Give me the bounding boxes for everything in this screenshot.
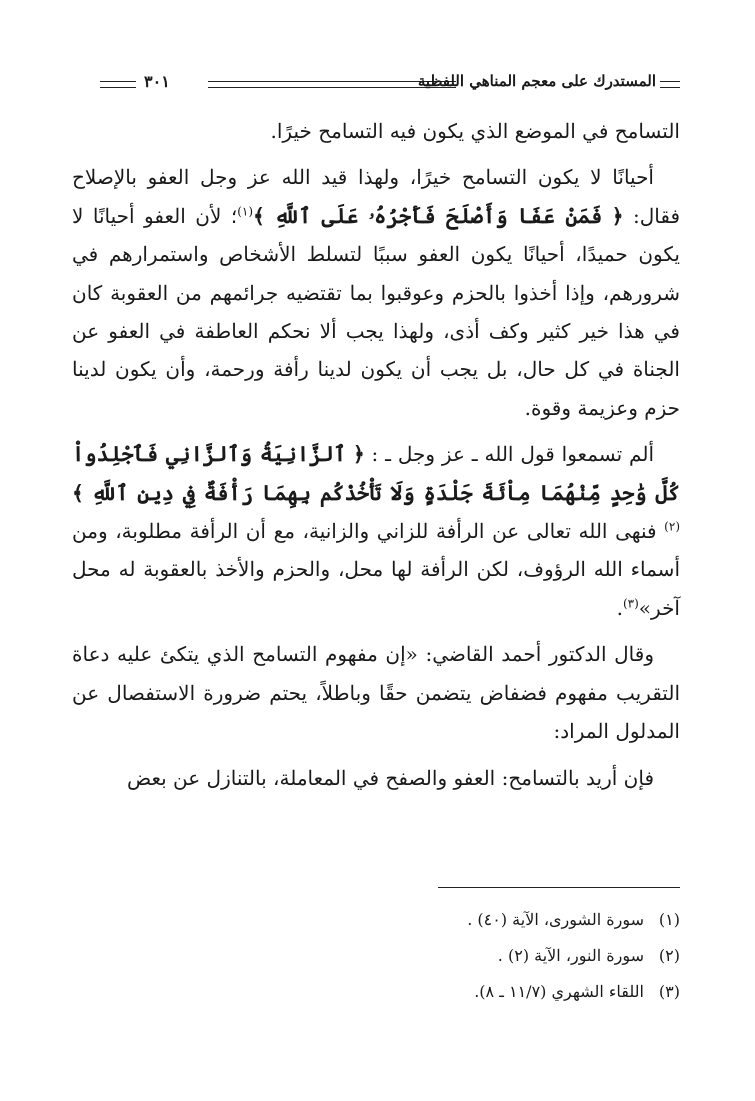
footnote-separator (438, 887, 680, 888)
footnote-1 (200, 902, 680, 938)
footnote-number: (٣) (658, 982, 680, 1001)
footnote-ref-2: (٢) (664, 519, 680, 534)
header-rule-left (100, 81, 136, 88)
paragraph-3 (72, 435, 680, 627)
paragraph-2 (72, 158, 680, 427)
footnote-3 (200, 974, 680, 1010)
paragraph-4 (72, 635, 680, 750)
footnote-number: (٢) (658, 946, 680, 965)
quran-close-brace: ﴾ (253, 203, 265, 228)
footnote-2 (200, 938, 680, 974)
paragraph-5-text: فإن أريد بالتسامح: العفو والصفح في المعاملة، بالتنازل عن بعض (126, 765, 654, 790)
quran-verse-nur: ٱلزَّانِيَةُ وَٱلزَّانِي فَٱجْلِدُواْ كُلَّ وَٰحِدٍ مِّنْهُمَا مِاْئَةَ جَلْدَةٍ وَلَا تَأْخُذْكُم بِهِمَا رَأْفَةٌ فِي دِينِ ٱللَّهِ (72, 441, 681, 505)
quran-open-brace: ﴿ (611, 203, 624, 228)
page-number: ٣٠١ (144, 72, 170, 91)
footnote-text: سورة الشورى، الآية (٤٠) . (467, 910, 644, 929)
footnote-ref-3: (٣) (622, 596, 639, 611)
paragraph-3-end: . (616, 595, 623, 620)
paragraph-3-text: فنهى الله تعالى عن الرأفة للزاني والزانية، مع أن الرأفة مطلوبة، ومن أسماء الله الرؤوف، لكن الرأفة لها محل، والحزم والأخذ بالعقوبة له محل آخر» (72, 519, 680, 620)
paragraph-5 (72, 759, 680, 797)
footnote-text: اللقاء الشهري (١١/٧ ـ ٨). (474, 982, 644, 1001)
paragraph-4-text: وقال الدكتور أحمد القاضي: «إن مفهوم التسامح الذي يتكئ عليه دعاة التقريب مفهوم فضفاض يتضمن حقًا وباطلاً، يحتم ضرورة الاستفصال عن المدلول المراد: (72, 642, 680, 744)
quran-close-brace: ﴾ (72, 480, 84, 505)
footnote-number: (١) (658, 910, 680, 929)
footnotes (200, 902, 680, 1010)
paragraph-1-text: التسامح في الموضع الذي يكون فيه التسامح خيرًا. (270, 119, 680, 143)
paragraph-1 (72, 112, 680, 150)
footnote-text: سورة النور، الآية (٢) . (497, 946, 644, 965)
quran-verse-shura: فَمَنْ عَفَا وَأَصْلَحَ فَأَجْرُهُۥ عَلَى ٱللَّهِ (274, 202, 603, 228)
body-text (72, 112, 680, 805)
paragraph-2-intro: أحيانًا لا يكون التسامح خيرًا، ولهذا قيد الله عز وجل العفو بالإصلاح فقال: (72, 165, 681, 228)
footnote-ref-1: (١) (237, 204, 254, 219)
running-header (100, 70, 680, 100)
paragraph-2-text: ؛ لأن العفو أحيانًا لا يكون حميدًا، أحيانًا يكون العفو سببًا لتسلط الأشخاص واستمرارهم في شرورهم، وإذا أخذوا بالحزم وعوقبوا بما تقتضيه جرائمهم من العقوبة كان في هذا خير كثير وكف أذى، ولهذا يجب ألا نحكم العاطفة في العفو عن الجناة في كل حال، بل يجب أن يكون لدينا رأفة ورحمة، وأن يكون لدينا حزم وعزيمة وقوة. (72, 203, 680, 420)
quran-open-brace: ﴿ (352, 442, 365, 467)
paragraph-3-intro: ألم تسمعوا قول الله ـ عز وجل ـ : (364, 442, 654, 467)
header-rule-right (660, 81, 680, 88)
running-title: المستدرك على معجم المناهي اللفظية (417, 72, 656, 90)
